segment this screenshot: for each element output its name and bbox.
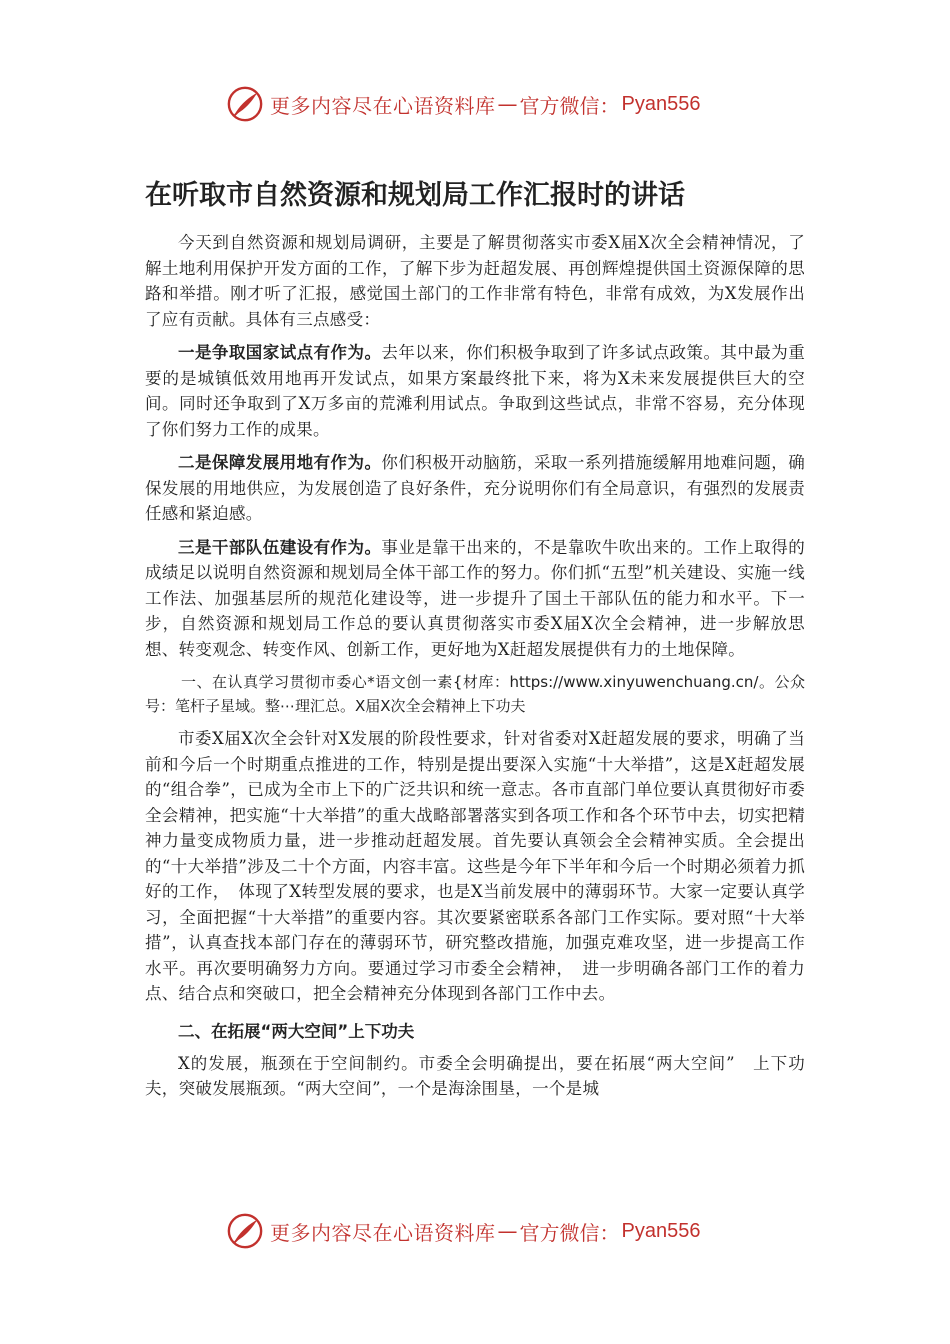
banner-dash: —	[497, 92, 518, 116]
point-lead-3: 三是干部队伍建设有作为。	[178, 537, 382, 557]
document-title: 在听取市自然资源和规划局工作汇报时的讲话	[145, 180, 685, 211]
banner-wechat-id: Pyan556	[621, 1219, 701, 1242]
header-banner	[226, 84, 700, 124]
footer-banner	[226, 1211, 700, 1251]
quill-pen-icon	[226, 1212, 264, 1250]
banner-wechat-id: Pyan556	[621, 92, 701, 115]
section1-heading-note: 一、在认真学习贯彻市委心*语文创一素{材库：https://www.xinyuwenchuang.cn/。公众号：笔杆子星域。整⋯理汇总。X届X次全会精神上下功夫	[145, 673, 805, 715]
banner-wechat-label: 官方微信：	[519, 1220, 620, 1245]
intro-paragraph: 今天到自然资源和规划局调研，主要是了解贯彻落实市委X届X次全会精神情况，了解土地利用保护开发方面的工作，了解下步为赶超发展、再创辉煌提供国土资源保障的思路和举措。刚才听了汇报，感觉国土部门的工作非常有特色，非常有成效，为X发展作出了应有贡献。具体有三点感受：	[145, 233, 805, 329]
document-body	[145, 230, 805, 1102]
point-paragraph-2	[145, 450, 805, 527]
point-paragraph-1	[145, 340, 805, 442]
point-text-3: 事业是靠干出来的，不是靠吹牛吹出来的。工作上取得的成绩足以说明自然资源和规划局全体干部工作的努力。你们抓“五型”机关建设、实施一线工作法、加强基层所的规范化建设等，进一步提升了国土干部队伍的能力和水平。下一步，自然资源和规划局工作总的要认真贯彻落实市委X届X次全会精神，进一步解放思想、转变观念、转变作风、创新工作，更好地为X赶超发展提供有力的土地保障。	[145, 537, 805, 659]
point-lead-1: 一是争取国家试点有作为。	[178, 343, 382, 362]
quill-pen-icon	[226, 85, 264, 123]
point-lead-2: 二是保障发展用地有作为。	[178, 453, 382, 472]
banner-text: 更多内容尽在心语资料库	[270, 93, 496, 118]
point-text-1: 去年以来，你们积极争取到了许多试点政策。其中最为重要的是城镇低效用地再开发试点，如果方案最终批下来，将为X未来发展提供巨大的空间。同时还争取到了X万多亩的荒滩利用试点。争取到这些试点，非常不容易，充分体现了你们努力工作的成果。	[145, 343, 805, 439]
point-paragraph-3	[145, 535, 805, 663]
point-text-2: 你们积极开动脑筋，采取一系列措施缓解用地难问题，确保发展的用地供应，为发展创造了良好条件，充分说明你们有全局意识，有强烈的发展责任感和紧迫感。	[145, 453, 805, 523]
section1-paragraph: 市委X届X次全会针对X发展的阶段性要求，针对省委对X赶超发展的要求，明确了当前和今后一个时期重点推进的工作，特别是提出要深入实施“十大举措”，这是X赶超发展的“组合拳”，已成为全市上下的广泛共识和统一意志。各市直部门单位要认真贯彻好市委全会精神，把实施“十大举措”的重大战略部署落实到各项工作和各个环节中去，切实把精神力量变成物质力量，进一步推动赶超发展。首先要认真领会全会精神实质。全会提出的“十大举措”涉及二十个方面，内容丰富。这些是今年下半年和今后一个时期必须着力抓好的工作， 体现了X转型发展的要求，也是X当前发展中的薄弱环节。大家一定要认真学习，全面把握“十大举措”的重要内容。其次要紧密联系各部门工作实际。要对照“十大举措”，认真查找本部门存在的薄弱环节，研究整改措施，加强克难攻坚，进一步提高工作水平。再次要明确努力方向。要通过学习市委全会精神， 进一步明确各部门工作的着力点、结合点和突破口，把全会精神充分体现到各部门工作中去。	[145, 729, 805, 1003]
banner-wechat-label: 官方微信：	[519, 93, 620, 118]
section2-heading: 二、在拓展“两大空间”上下功夫	[178, 1021, 415, 1041]
banner-text: 更多内容尽在心语资料库	[270, 1220, 496, 1245]
section2-paragraph: X的发展，瓶颈在于空间制约。市委全会明确提出，要在拓展“两大空间” 上下功夫，突破发展瓶颈。“两大空间”，一个是海涂围垦，一个是城	[145, 1053, 805, 1098]
banner-dash: —	[497, 1219, 518, 1243]
